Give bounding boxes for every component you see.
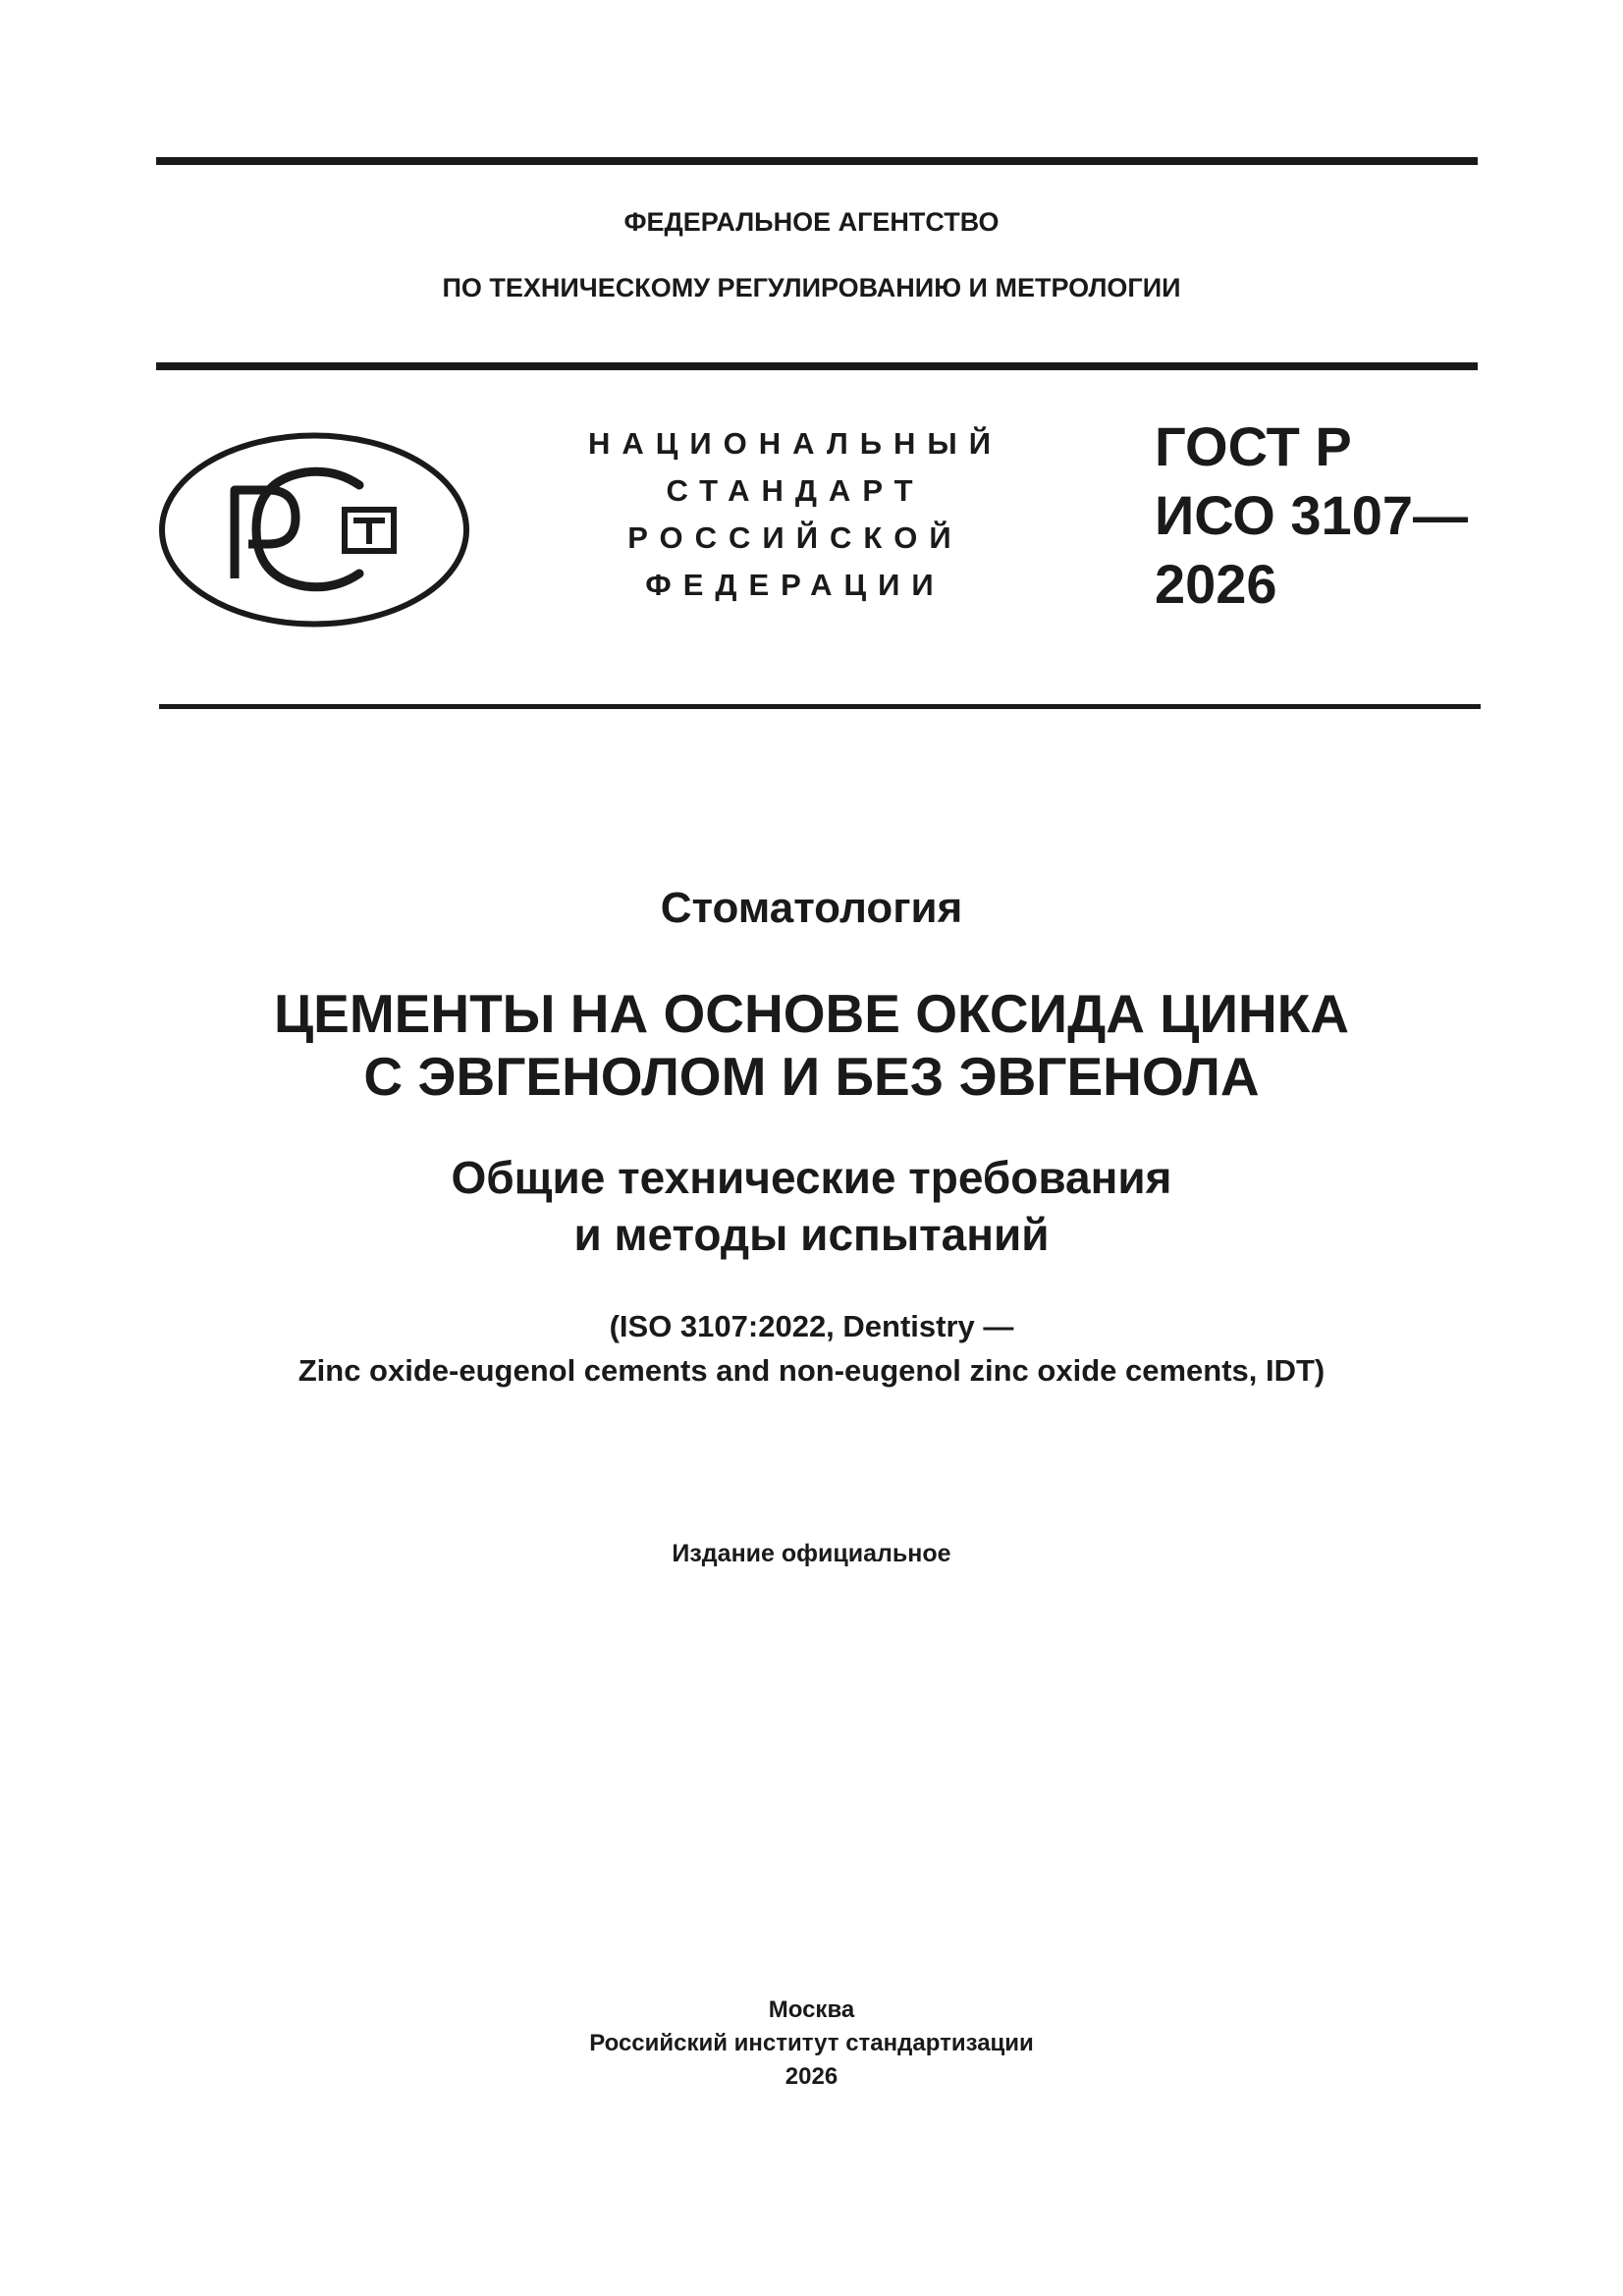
edition-note: Издание официальное	[672, 1540, 951, 1567]
document-subtitle-line1: Общие технические требования	[451, 1152, 1172, 1203]
designation-line2: ИСО 3107—	[1155, 484, 1468, 546]
designation-line1: ГОСТ Р	[1155, 415, 1352, 477]
agency-name-line1: ФЕДЕРАЛЬНОЕ АГЕНТСТВО	[623, 207, 1000, 237]
imprint-city: Москва	[768, 1996, 855, 2023]
iso-reference	[0, 1304, 1623, 1393]
document-title-line1: ЦЕМЕНТЫ НА ОСНОВЕ ОКСИДА ЦИНКА	[274, 983, 1349, 1044]
national-standard-line3: РОССИЙСКОЙ	[627, 520, 963, 555]
rst-certification-logo-icon	[158, 431, 470, 629]
publication-imprint	[0, 1994, 1623, 2094]
top-rule	[156, 157, 1478, 165]
imprint-publisher: Российский институт стандартизации	[589, 2030, 1034, 2056]
document-title	[0, 982, 1623, 1108]
national-standard-label	[550, 420, 1041, 609]
designation-line3: 2026	[1155, 553, 1277, 615]
agency-bottom-rule	[156, 362, 1478, 370]
national-standard-line4: ФЕДЕРАЦИИ	[645, 568, 946, 602]
iso-reference-line1: (ISO 3107:2022, Dentistry —	[609, 1309, 1014, 1343]
document-subject: Стоматология	[660, 884, 963, 932]
agency-name-line2: ПО ТЕХНИЧЕСКОМУ РЕГУЛИРОВАНИЮ И МЕТРОЛОГИИ	[442, 273, 1181, 302]
document-title-line2: С ЭВГЕНОЛОМ И БЕЗ ЭВГЕНОЛА	[363, 1046, 1260, 1107]
imprint-year: 2026	[784, 2063, 839, 2090]
national-standard-line2: СТАНДАРТ	[666, 473, 925, 508]
national-standard-line1: НАЦИОНАЛЬНЫЙ	[587, 426, 1003, 461]
document-subtitle	[0, 1149, 1623, 1263]
document-subtitle-line2: и методы испытаний	[573, 1209, 1050, 1260]
iso-reference-line2: Zinc oxide-eugenol cements and non-eugenol zinc oxide cements, IDT)	[298, 1353, 1325, 1388]
standard-designation	[1155, 412, 1468, 619]
header-bottom-rule	[159, 704, 1481, 709]
